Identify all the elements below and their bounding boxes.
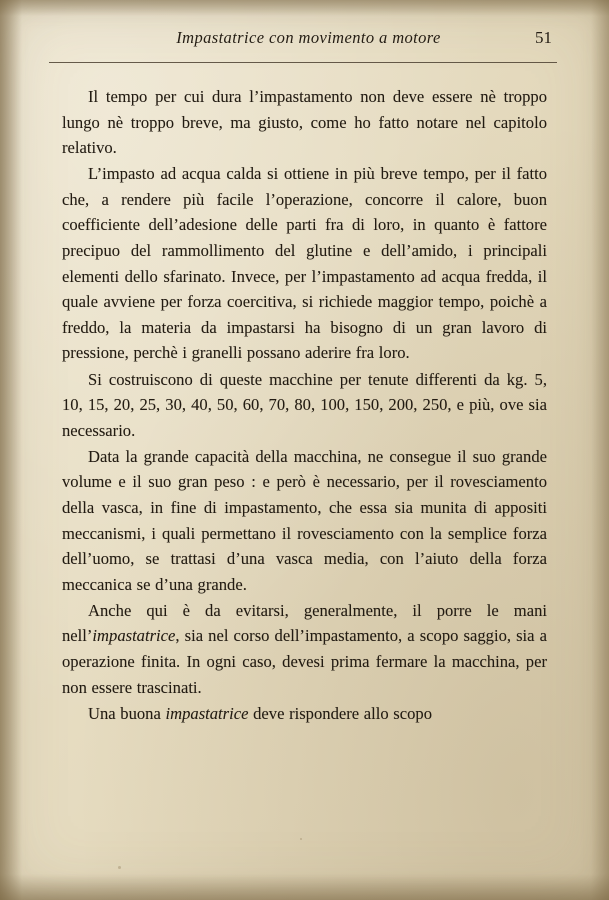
- paragraph: Una buona impastatrice deve rispondere allo scopo: [88, 703, 433, 723]
- paragraph: Data la grande capacità della macchina, ne consegue il suo grande volume e il suo gran peso : e però è necessario, per il rovesciamento della vasca, in fine di impastamento, che essa sia munita di appositi meccanismi, i quali permettano il rovesciamento con la semplice forza dell’uomo, se trattasi d’una vasca media, con l’aiuto della forza meccanica se d’una grande.: [62, 446, 547, 594]
- paragraph: L’impasto ad acqua calda si ottiene in più breve tempo, per il fatto che, a rendere più facile l’operazione, concorre il calore, buon coefficiente dell’adesione delle parti fra di loro, in quanto è fattore precipuo del rammollimento del glutine e dell’amido, i principali elementi dello sfarinato. Invece, per l’impastamento ad acqua fredda, il quale avviene per forza coercitiva, si richiede maggior tempo, poichè a freddo, la materia da impastarsi ha bisogno di un gran lavoro di pressione, perchè i granelli possano aderire fra loro.: [62, 164, 547, 363]
- page-edge-shadow-left: [0, 0, 22, 900]
- paragraph: Si costruiscono di queste macchine per tenute differenti da kg. 5, 10, 15, 20, 25, 30, 40, 50, 60, 70, 80, 100, 150, 200, 250, e più, ove sia necessario.: [62, 369, 547, 440]
- page-edge-shadow-top: [0, 0, 609, 16]
- paper-speck: [118, 866, 121, 869]
- page-header: [57, 28, 552, 48]
- paragraph: Il tempo per cui dura l’impastamento non deve essere nè troppo lungo nè troppo breve, ma giusto, come ho fatto notare nel capitolo relativo.: [62, 87, 547, 158]
- page-body: [62, 84, 547, 727]
- page-edge-shadow-right: [591, 0, 609, 900]
- paragraph: Anche qui è da evitarsi, generalmente, il porre le mani nell’impastatrice, sia nel corso dell’impastamento, a scopo saggio, sia a operazione finita. In ogni caso, devesi prima fermare la macchina, per non essere trascinati.: [62, 600, 547, 697]
- paper-speck: [300, 838, 302, 840]
- running-title: Impastatrice con movimento a motore: [176, 28, 441, 47]
- page-number: 51: [535, 28, 552, 47]
- page-edge-shadow-bottom: [0, 874, 609, 900]
- header-rule: [49, 62, 557, 63]
